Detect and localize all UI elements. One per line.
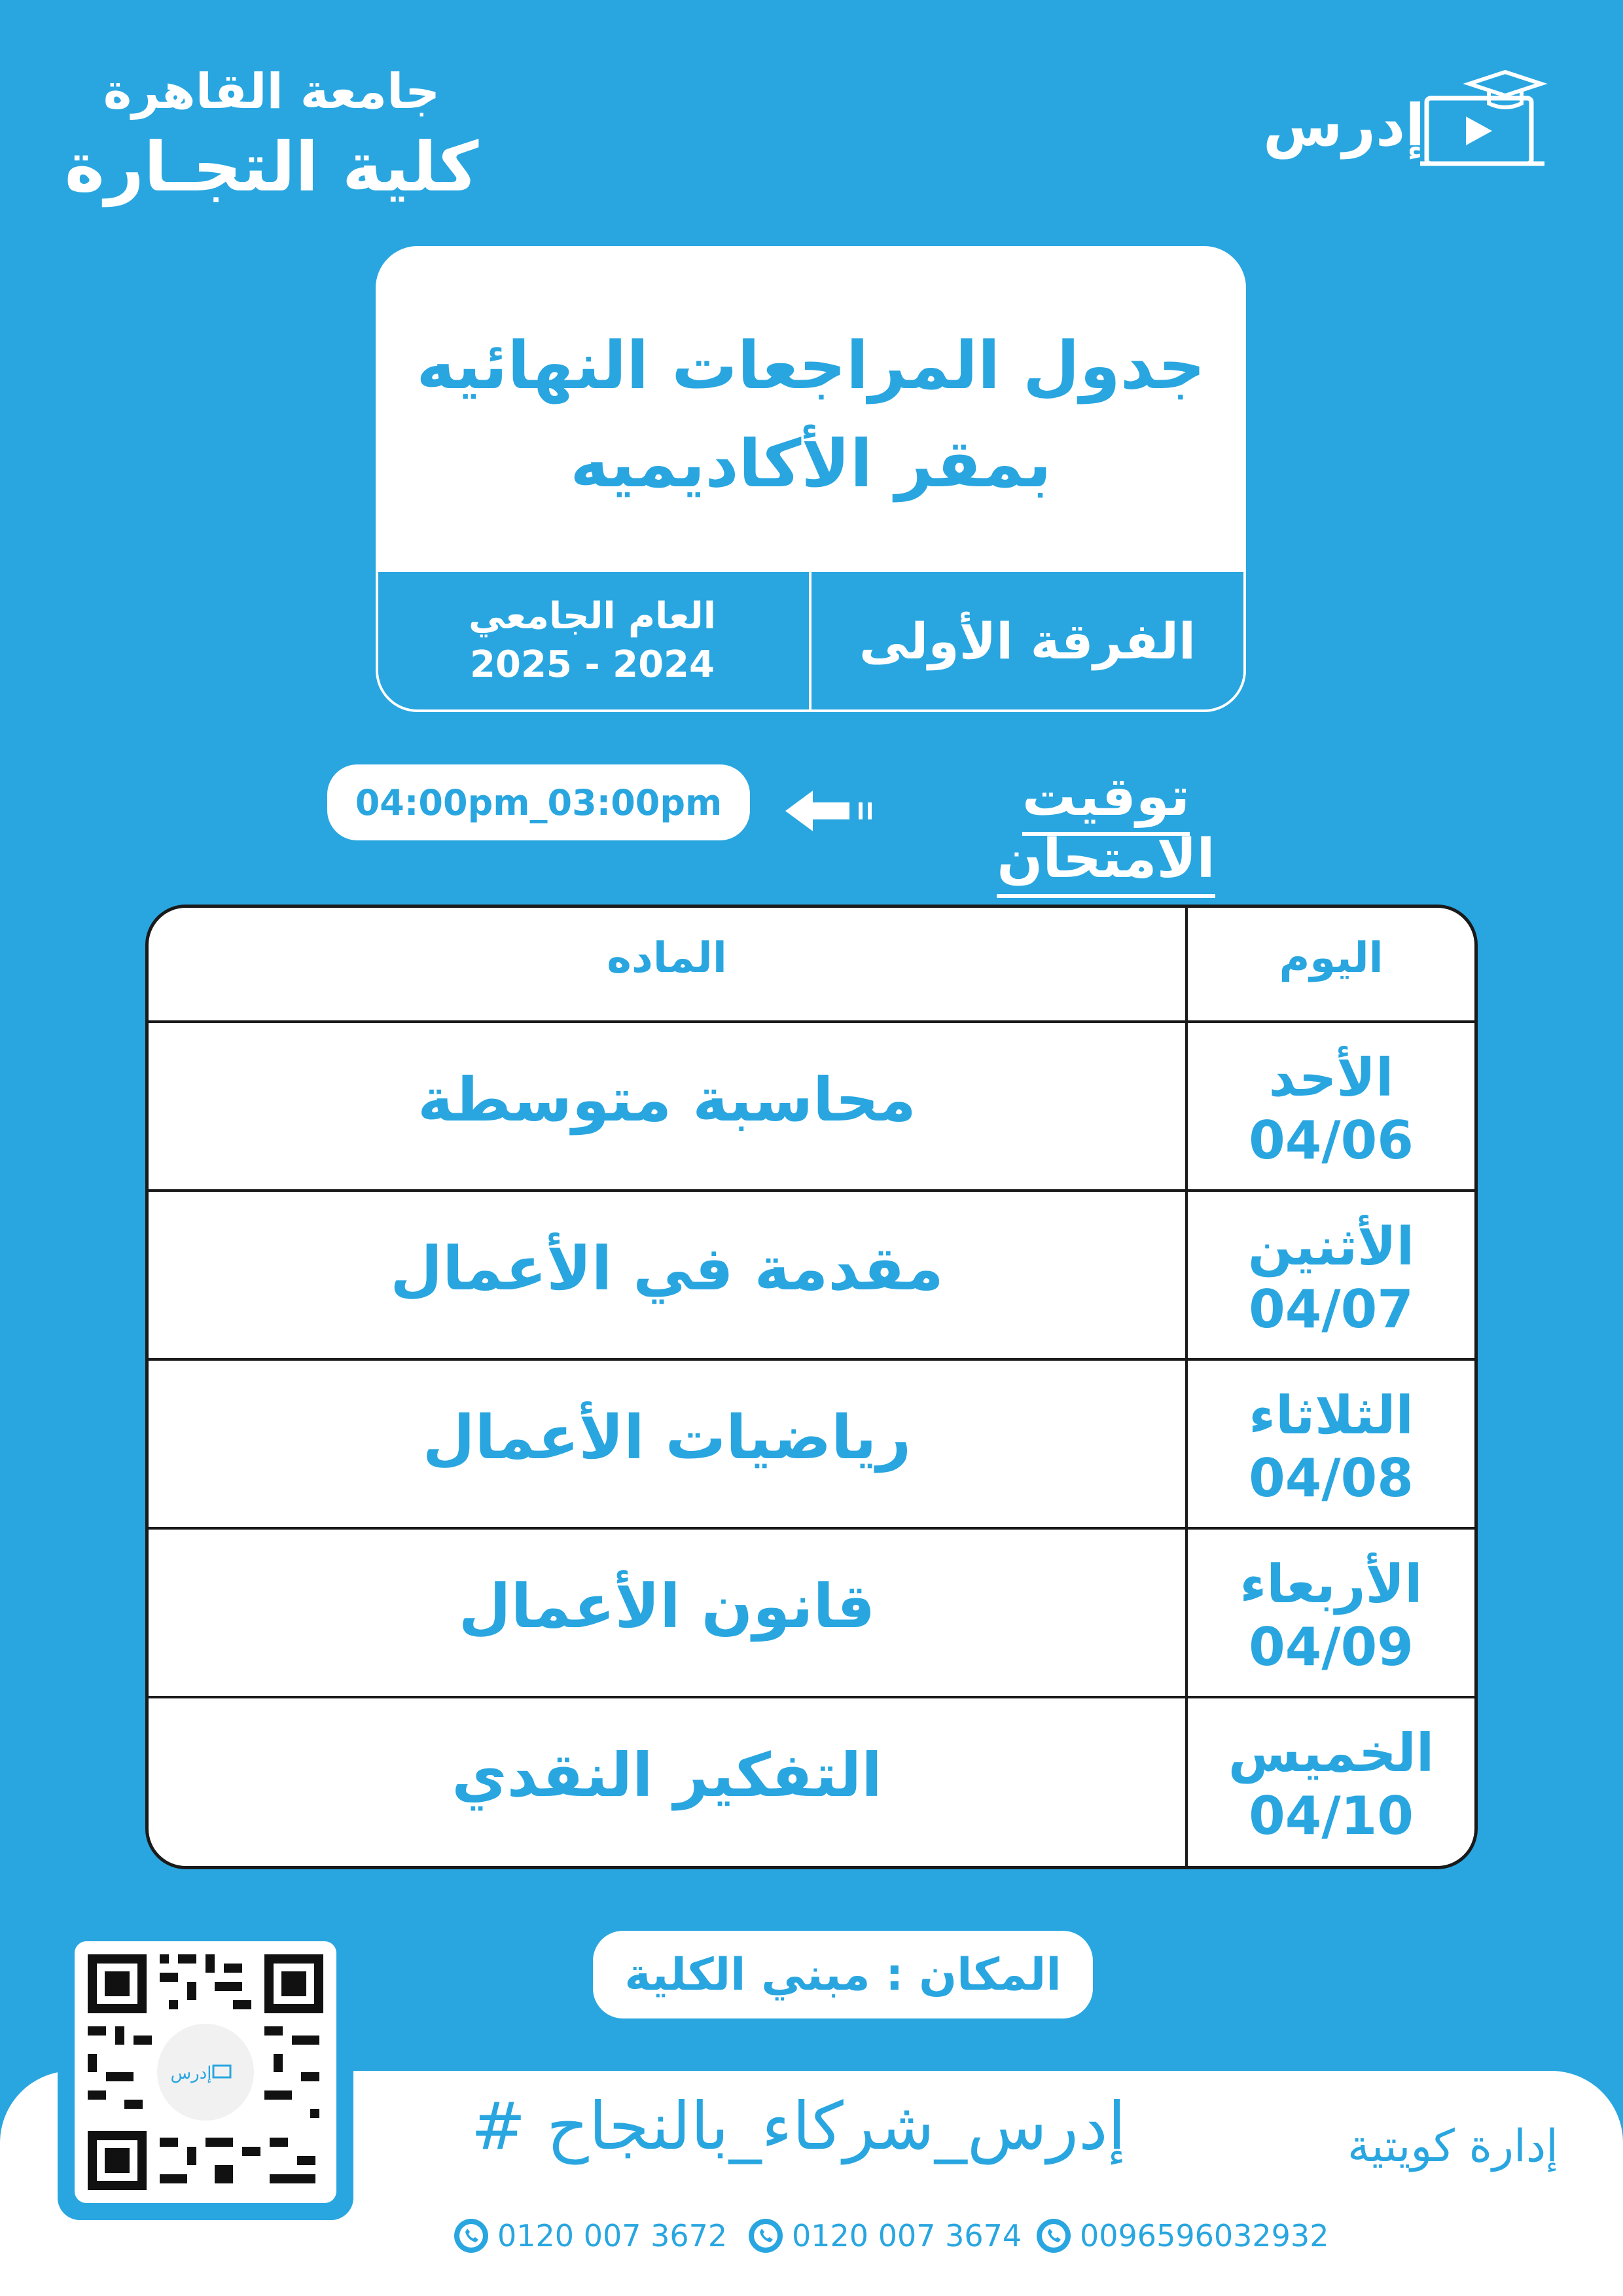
faculty-name: كلية التجـارة <box>64 127 479 207</box>
qr-brand-text: إدرس <box>170 2064 212 2083</box>
row-date: 04/10 <box>1249 1785 1414 1846</box>
university-header <box>62 59 481 209</box>
row-day <box>1188 1553 1474 1679</box>
exam-time-value: 04:00pm_03:00pm <box>327 764 750 840</box>
table-divider <box>149 1527 1474 1530</box>
row-subject: مقدمة في الأعمال <box>390 1234 944 1304</box>
row-date: 04/06 <box>1249 1110 1414 1171</box>
year-value: 2025 - 2024 <box>470 643 715 686</box>
laptop-graduation-icon <box>1420 65 1551 170</box>
phone-1[interactable] <box>452 2216 727 2255</box>
row-day-name: الأحد <box>1268 1047 1394 1108</box>
header-day: اليوم <box>1279 934 1383 982</box>
place-pill: المكان : مبني الكلية <box>593 1931 1093 2018</box>
year-label: العام الجامعي <box>469 595 716 637</box>
phone-3[interactable] <box>1034 2216 1329 2255</box>
table-divider <box>149 1189 1474 1192</box>
row-date: 04/07 <box>1249 1279 1414 1340</box>
row-subject: محاسبة متوسطة <box>418 1065 916 1135</box>
title-card <box>376 246 1246 712</box>
qr-code-frame[interactable] <box>58 1924 353 2220</box>
phone-number: 0120 007 3674 <box>792 2218 1022 2253</box>
title-line-1: جدول المراجعات النهائيه <box>416 327 1205 404</box>
whatsapp-icon <box>746 2216 785 2255</box>
whatsapp-icon <box>452 2216 491 2255</box>
row-day <box>1188 1384 1474 1510</box>
row-day-name: الأربعاء <box>1240 1554 1423 1615</box>
row-day-name: الخميس <box>1228 1723 1435 1784</box>
row-subject: التفكير النقدي <box>452 1740 882 1810</box>
arrow-left-icon <box>785 788 877 834</box>
row-date: 04/08 <box>1249 1448 1414 1509</box>
row-date: 04/09 <box>1249 1617 1414 1677</box>
row-subject: رياضيات الأعمال <box>422 1403 912 1473</box>
brand-logo <box>1263 65 1551 177</box>
row-day <box>1188 1047 1474 1172</box>
exam-time-label-text: توقيت الامتحان <box>997 766 1215 898</box>
table-divider <box>149 1358 1474 1361</box>
phone-number: 0120 007 3672 <box>497 2218 728 2253</box>
row-day <box>1188 1722 1474 1848</box>
title-line-2: بمقر الأكاديميه <box>570 425 1052 502</box>
brand-name: إدرس <box>1263 92 1425 159</box>
exam-time-label <box>910 766 1302 890</box>
row-day <box>1188 1215 1474 1341</box>
title-divider <box>809 572 812 709</box>
whatsapp-icon <box>1034 2216 1073 2255</box>
university-name: جامعة القاهرة <box>103 63 440 120</box>
group-label: الفرقة الأولى <box>812 575 1243 707</box>
hashtag-slogan: # إدرس_شركاء_بالنجاح <box>471 2088 1126 2164</box>
phone-number: 0096596032932 <box>1080 2218 1329 2253</box>
table-divider <box>149 1696 1474 1698</box>
row-subject: قانون الأعمال <box>458 1571 876 1641</box>
academic-year <box>378 575 806 707</box>
row-day-name: الأثنين <box>1247 1216 1415 1277</box>
qr-code[interactable] <box>75 1941 336 2203</box>
row-day-name: الثلاثاء <box>1249 1385 1414 1446</box>
phone-2[interactable] <box>746 2216 1022 2255</box>
qr-code-icon <box>75 1941 336 2203</box>
management-label: إدارة كويتية <box>1347 2121 1559 2172</box>
table-divider <box>149 1020 1474 1023</box>
title-info-bar <box>378 572 1243 709</box>
schedule-table <box>145 905 1478 1869</box>
header-subject: الماده <box>607 934 727 982</box>
